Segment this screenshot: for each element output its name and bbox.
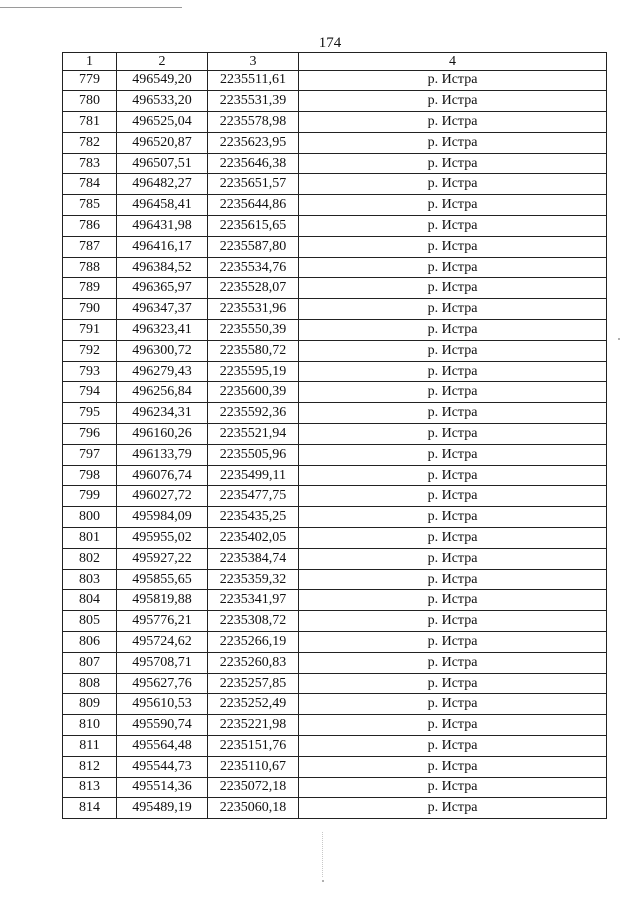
cell-y-coordinate: 2235477,75 <box>208 486 299 507</box>
cell-description: р. Истра <box>299 340 607 361</box>
cell-description: р. Истра <box>299 112 607 133</box>
cell-point-number: 786 <box>63 216 117 237</box>
cell-description: р. Истра <box>299 257 607 278</box>
cell-x-coordinate: 495955,02 <box>117 528 208 549</box>
cell-description: р. Истра <box>299 632 607 653</box>
cell-x-coordinate: 495514,36 <box>117 777 208 798</box>
cell-y-coordinate: 2235615,65 <box>208 216 299 237</box>
cell-description: р. Истра <box>299 756 607 777</box>
cell-point-number: 807 <box>63 652 117 673</box>
cell-x-coordinate: 495984,09 <box>117 507 208 528</box>
table-row <box>63 403 607 424</box>
cell-y-coordinate: 2235402,05 <box>208 528 299 549</box>
table-row <box>63 299 607 320</box>
cell-x-coordinate: 495927,22 <box>117 548 208 569</box>
cell-description: р. Истра <box>299 444 607 465</box>
cell-description: р. Истра <box>299 611 607 632</box>
cell-point-number: 794 <box>63 382 117 403</box>
cell-point-number: 802 <box>63 548 117 569</box>
cell-point-number: 803 <box>63 569 117 590</box>
cell-y-coordinate: 2235072,18 <box>208 777 299 798</box>
cell-x-coordinate: 496384,52 <box>117 257 208 278</box>
table-row <box>63 715 607 736</box>
cell-x-coordinate: 496027,72 <box>117 486 208 507</box>
cell-point-number: 790 <box>63 299 117 320</box>
cell-point-number: 809 <box>63 694 117 715</box>
table-row <box>63 174 607 195</box>
cell-description: р. Истра <box>299 652 607 673</box>
cell-description: р. Истра <box>299 507 607 528</box>
cell-point-number: 791 <box>63 320 117 341</box>
cell-description: р. Истра <box>299 278 607 299</box>
table-row <box>63 590 607 611</box>
cell-point-number: 805 <box>63 611 117 632</box>
cell-point-number: 812 <box>63 756 117 777</box>
table-row <box>63 257 607 278</box>
cell-description: р. Истра <box>299 736 607 757</box>
table-row <box>63 507 607 528</box>
cell-point-number: 789 <box>63 278 117 299</box>
table-row <box>63 424 607 445</box>
cell-x-coordinate: 495627,76 <box>117 673 208 694</box>
cell-y-coordinate: 2235521,94 <box>208 424 299 445</box>
cell-description: р. Истра <box>299 153 607 174</box>
cell-description: р. Истра <box>299 590 607 611</box>
table-row <box>63 70 607 91</box>
cell-x-coordinate: 495855,65 <box>117 569 208 590</box>
cell-description: р. Истра <box>299 424 607 445</box>
scan-speck <box>618 338 620 340</box>
scan-speck <box>322 880 324 882</box>
cell-x-coordinate: 496549,20 <box>117 70 208 91</box>
table-row <box>63 112 607 133</box>
cell-x-coordinate: 496365,97 <box>117 278 208 299</box>
cell-description: р. Истра <box>299 70 607 91</box>
table-row <box>63 486 607 507</box>
scan-edge-line <box>0 7 182 8</box>
cell-x-coordinate: 496323,41 <box>117 320 208 341</box>
page-number: 174 <box>318 35 342 51</box>
cell-x-coordinate: 496533,20 <box>117 91 208 112</box>
cell-y-coordinate: 2235221,98 <box>208 715 299 736</box>
cell-description: р. Истра <box>299 777 607 798</box>
header-cell-y-coordinate: 3 <box>208 53 299 71</box>
cell-x-coordinate: 496234,31 <box>117 403 208 424</box>
cell-y-coordinate: 2235595,19 <box>208 361 299 382</box>
cell-y-coordinate: 2235592,36 <box>208 403 299 424</box>
cell-description: р. Истра <box>299 132 607 153</box>
table-row <box>63 736 607 757</box>
cell-description: р. Истра <box>299 361 607 382</box>
cell-x-coordinate: 496256,84 <box>117 382 208 403</box>
cell-description: р. Истра <box>299 299 607 320</box>
cell-y-coordinate: 2235359,32 <box>208 569 299 590</box>
cell-x-coordinate: 495819,88 <box>117 590 208 611</box>
table-row <box>63 465 607 486</box>
table-row <box>63 548 607 569</box>
cell-point-number: 788 <box>63 257 117 278</box>
cell-description: р. Истра <box>299 528 607 549</box>
cell-x-coordinate: 496431,98 <box>117 216 208 237</box>
cell-point-number: 799 <box>63 486 117 507</box>
cell-description: р. Истра <box>299 694 607 715</box>
table-row <box>63 382 607 403</box>
cell-description: р. Истра <box>299 320 607 341</box>
cell-x-coordinate: 496133,79 <box>117 444 208 465</box>
cell-x-coordinate: 496458,41 <box>117 195 208 216</box>
table-row <box>63 673 607 694</box>
cell-point-number: 781 <box>63 112 117 133</box>
cell-x-coordinate: 496482,27 <box>117 174 208 195</box>
cell-description: р. Истра <box>299 798 607 819</box>
cell-x-coordinate: 496160,26 <box>117 424 208 445</box>
scan-fold-line <box>322 832 323 877</box>
cell-x-coordinate: 495708,71 <box>117 652 208 673</box>
table-row <box>63 652 607 673</box>
cell-point-number: 780 <box>63 91 117 112</box>
cell-point-number: 801 <box>63 528 117 549</box>
cell-point-number: 808 <box>63 673 117 694</box>
cell-y-coordinate: 2235531,96 <box>208 299 299 320</box>
cell-description: р. Истра <box>299 91 607 112</box>
cell-point-number: 795 <box>63 403 117 424</box>
cell-description: р. Истра <box>299 236 607 257</box>
cell-x-coordinate: 496300,72 <box>117 340 208 361</box>
table-row <box>63 569 607 590</box>
cell-x-coordinate: 496076,74 <box>117 465 208 486</box>
table-row <box>63 132 607 153</box>
table-row <box>63 361 607 382</box>
cell-description: р. Истра <box>299 548 607 569</box>
cell-point-number: 792 <box>63 340 117 361</box>
cell-y-coordinate: 2235499,11 <box>208 465 299 486</box>
cell-point-number: 798 <box>63 465 117 486</box>
cell-point-number: 779 <box>63 70 117 91</box>
table-row <box>63 236 607 257</box>
cell-y-coordinate: 2235534,76 <box>208 257 299 278</box>
table-row <box>63 777 607 798</box>
cell-y-coordinate: 2235151,76 <box>208 736 299 757</box>
cell-point-number: 787 <box>63 236 117 257</box>
cell-description: р. Истра <box>299 382 607 403</box>
cell-point-number: 806 <box>63 632 117 653</box>
table-row <box>63 91 607 112</box>
cell-description: р. Истра <box>299 569 607 590</box>
cell-x-coordinate: 495610,53 <box>117 694 208 715</box>
table-row <box>63 798 607 819</box>
table-row <box>63 756 607 777</box>
cell-y-coordinate: 2235384,74 <box>208 548 299 569</box>
cell-y-coordinate: 2235257,85 <box>208 673 299 694</box>
cell-y-coordinate: 2235587,80 <box>208 236 299 257</box>
cell-y-coordinate: 2235580,72 <box>208 340 299 361</box>
cell-y-coordinate: 2235260,83 <box>208 652 299 673</box>
cell-point-number: 804 <box>63 590 117 611</box>
table-row <box>63 216 607 237</box>
table-row <box>63 153 607 174</box>
cell-y-coordinate: 2235651,57 <box>208 174 299 195</box>
cell-x-coordinate: 496525,04 <box>117 112 208 133</box>
cell-x-coordinate: 496507,51 <box>117 153 208 174</box>
cell-x-coordinate: 496416,17 <box>117 236 208 257</box>
cell-description: р. Истра <box>299 403 607 424</box>
cell-y-coordinate: 2235505,96 <box>208 444 299 465</box>
cell-y-coordinate: 2235646,38 <box>208 153 299 174</box>
cell-point-number: 810 <box>63 715 117 736</box>
coordinates-table <box>62 52 607 819</box>
header-cell-x-coordinate: 2 <box>117 53 208 71</box>
table-header <box>63 53 607 71</box>
cell-point-number: 811 <box>63 736 117 757</box>
cell-x-coordinate: 495590,74 <box>117 715 208 736</box>
cell-description: р. Истра <box>299 174 607 195</box>
cell-point-number: 793 <box>63 361 117 382</box>
cell-x-coordinate: 496279,43 <box>117 361 208 382</box>
table-row <box>63 278 607 299</box>
cell-y-coordinate: 2235341,97 <box>208 590 299 611</box>
cell-point-number: 785 <box>63 195 117 216</box>
table-row <box>63 320 607 341</box>
cell-y-coordinate: 2235266,19 <box>208 632 299 653</box>
table-row <box>63 694 607 715</box>
cell-x-coordinate: 495489,19 <box>117 798 208 819</box>
cell-x-coordinate: 495776,21 <box>117 611 208 632</box>
cell-point-number: 797 <box>63 444 117 465</box>
table-row <box>63 611 607 632</box>
table-row <box>63 195 607 216</box>
header-cell-description: 4 <box>299 53 607 71</box>
cell-x-coordinate: 495564,48 <box>117 736 208 757</box>
cell-point-number: 813 <box>63 777 117 798</box>
cell-y-coordinate: 2235600,39 <box>208 382 299 403</box>
table-body <box>63 70 607 819</box>
cell-y-coordinate: 2235511,61 <box>208 70 299 91</box>
cell-description: р. Истра <box>299 673 607 694</box>
table-row <box>63 444 607 465</box>
cell-description: р. Истра <box>299 195 607 216</box>
cell-y-coordinate: 2235435,25 <box>208 507 299 528</box>
cell-y-coordinate: 2235528,07 <box>208 278 299 299</box>
cell-description: р. Истра <box>299 216 607 237</box>
cell-point-number: 814 <box>63 798 117 819</box>
table-row <box>63 632 607 653</box>
cell-x-coordinate: 496347,37 <box>117 299 208 320</box>
cell-y-coordinate: 2235531,39 <box>208 91 299 112</box>
cell-y-coordinate: 2235578,98 <box>208 112 299 133</box>
cell-y-coordinate: 2235252,49 <box>208 694 299 715</box>
cell-point-number: 784 <box>63 174 117 195</box>
cell-description: р. Истра <box>299 715 607 736</box>
cell-y-coordinate: 2235623,95 <box>208 132 299 153</box>
header-row <box>63 53 607 71</box>
cell-y-coordinate: 2235550,39 <box>208 320 299 341</box>
cell-y-coordinate: 2235060,18 <box>208 798 299 819</box>
table-row <box>63 340 607 361</box>
cell-y-coordinate: 2235308,72 <box>208 611 299 632</box>
cell-x-coordinate: 496520,87 <box>117 132 208 153</box>
cell-x-coordinate: 495724,62 <box>117 632 208 653</box>
cell-point-number: 782 <box>63 132 117 153</box>
cell-description: р. Истра <box>299 465 607 486</box>
table-row <box>63 528 607 549</box>
header-cell-point-number: 1 <box>63 53 117 71</box>
cell-y-coordinate: 2235644,86 <box>208 195 299 216</box>
cell-x-coordinate: 495544,73 <box>117 756 208 777</box>
cell-point-number: 796 <box>63 424 117 445</box>
cell-y-coordinate: 2235110,67 <box>208 756 299 777</box>
cell-point-number: 800 <box>63 507 117 528</box>
cell-point-number: 783 <box>63 153 117 174</box>
cell-description: р. Истра <box>299 486 607 507</box>
